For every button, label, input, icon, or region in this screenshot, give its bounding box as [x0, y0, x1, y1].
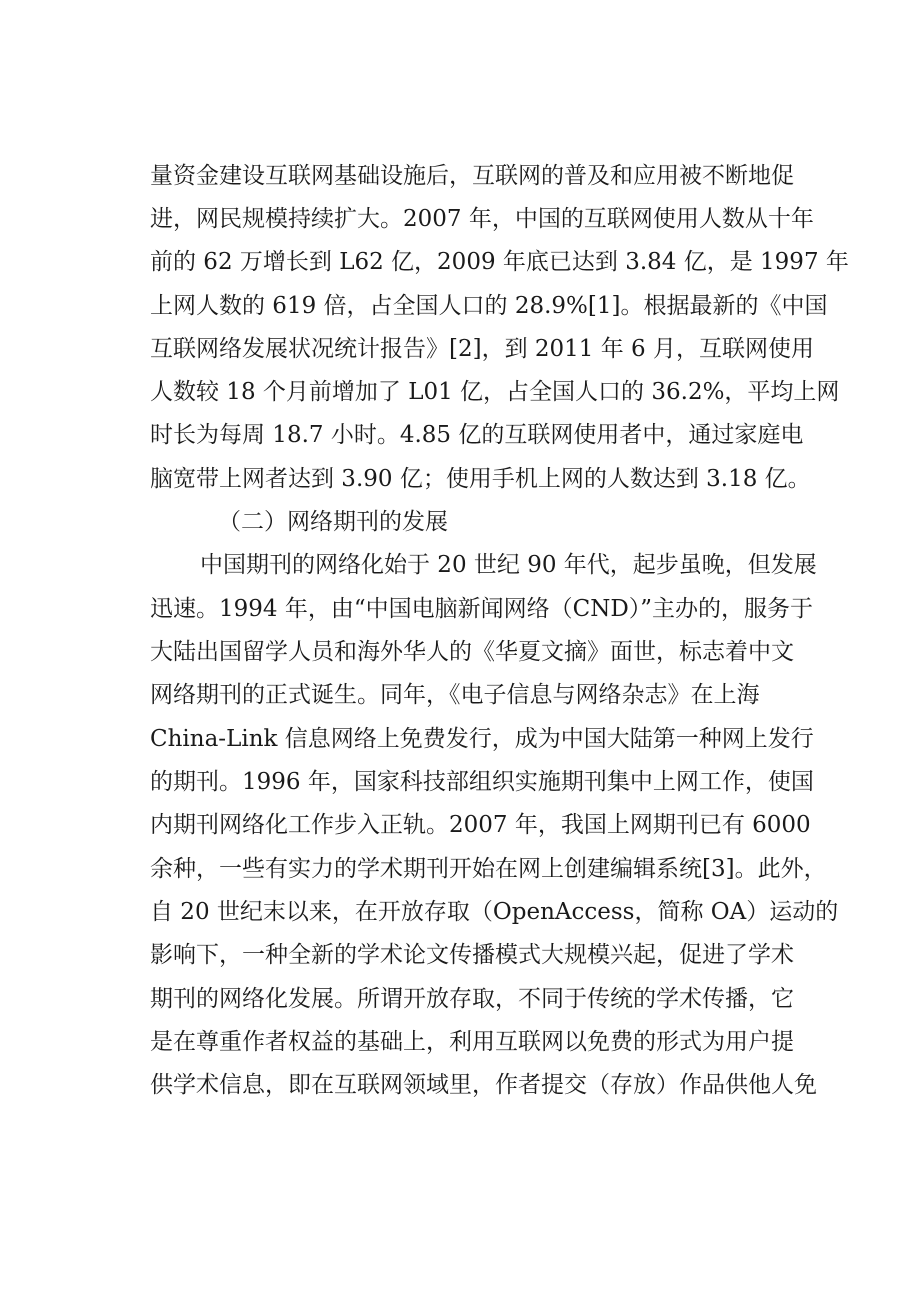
text-line: 时长为每周 18.7 小时。4.85 亿的互联网使用者中，通过家庭电 [150, 422, 804, 448]
text-line: 余种，一些有实力的学术期刊开始在网上创建编辑系统[3]。此外， [150, 856, 827, 882]
text-line: 影响下，一种全新的学术论文传播模式大规模兴起，促进了学术 [150, 942, 794, 968]
text-line: 网络期刊的正式诞生。同年，《电子信息与网络杂志》在上海 [150, 682, 760, 708]
text-line: 自 20 世纪末以来，在开放存取（OpenAccess，简称 OA）运动的 [150, 899, 839, 925]
text-line: 大陆出国留学人员和海外华人的《华夏文摘》面世，标志着中文 [150, 639, 794, 665]
text-line: China-Link 信息网络上免费发行，成为中国大陆第一种网上发行 [150, 726, 814, 752]
paragraph-first-line: 中国期刊的网络化始于 20 世纪 90 年代，起步虽晚，但发展 [200, 552, 817, 578]
text-line: 进，网民规模持续扩大。2007 年，中国的互联网使用人数从十年 [150, 206, 814, 232]
text-line: 脑宽带上网者达到 3.90 亿；使用手机上网的人数达到 3.18 亿。 [150, 466, 811, 492]
text-line: 迅速。1994 年，由“中国电脑新闻网络（CND）”主办的，服务于 [150, 596, 814, 622]
text-line: 期刊的网络化发展。所谓开放存取，不同于传统的学术传播，它 [150, 986, 794, 1012]
text-line: 互联网络发展状况统计报告》[2]，到 2011 年 6 月，互联网使用 [150, 336, 814, 362]
text-line: 上网人数的 619 倍，占全国人口的 28.9%[1]。根据最新的《中国 [150, 293, 828, 319]
text-line: 供学术信息，即在互联网领域里，作者提交（存放）作品供他人免 [150, 1072, 817, 1098]
text-line: 前的 62 万增长到 L62 亿，2009 年底已达到 3.84 亿，是 1997 年 [150, 249, 849, 275]
text-line: 人数较 18 个月前增加了 L01 亿，占全国人口的 36.2%，平均上网 [150, 379, 840, 405]
text-line: 是在尊重作者权益的基础上，利用互联网以免费的形式为用户提 [150, 1029, 794, 1055]
section-heading: （二）网络期刊的发展 [218, 509, 448, 535]
text-line: 的期刊。1996 年，国家科技部组织实施期刊集中上网工作，使国 [150, 769, 814, 795]
text-line: 量资金建设互联网基础设施后，互联网的普及和应用被不断地促 [150, 163, 794, 189]
text-line: 内期刊网络化工作步入正轨。2007 年，我国上网期刊已有 6000 [150, 812, 811, 838]
